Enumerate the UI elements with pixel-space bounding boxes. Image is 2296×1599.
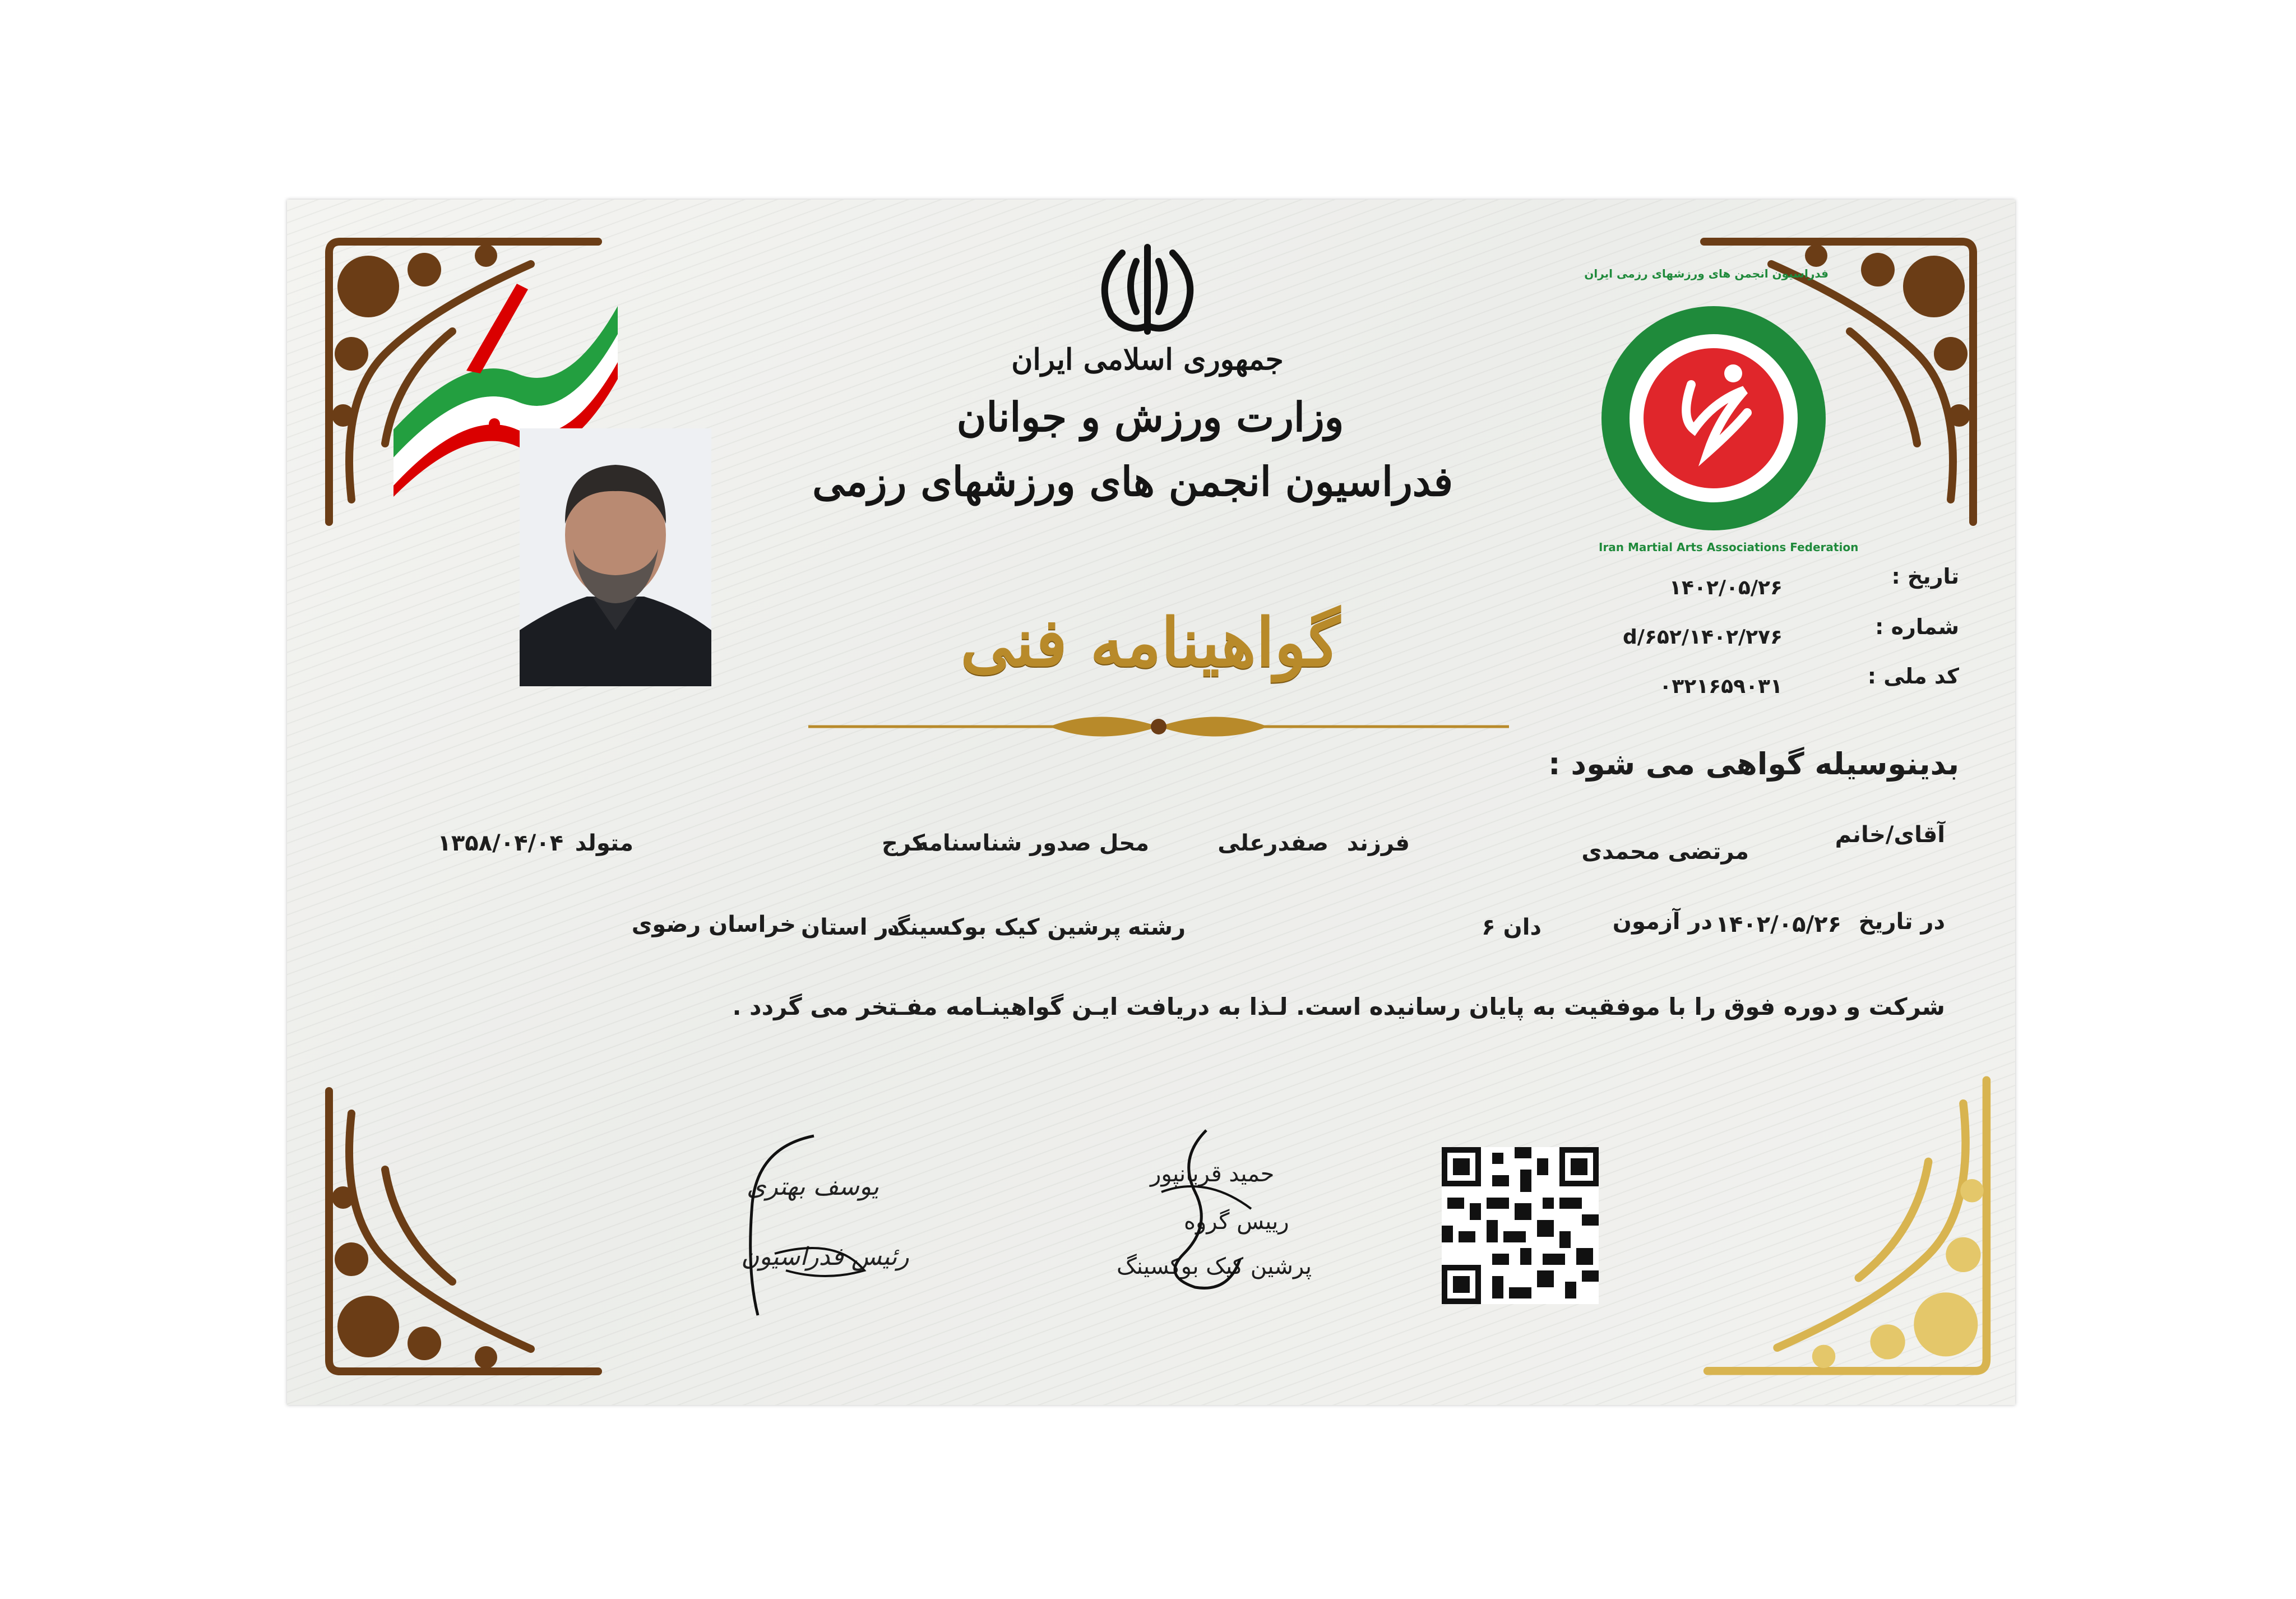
number-value: ۱۴۰۲/۲۷۶/d/۶۵۲ [1623,626,1783,649]
on-date-label: در تاریخ [1858,909,1945,935]
exam-label: در آزمون [1612,909,1712,935]
left-signatory-title: رئیس فدراسیون [741,1242,909,1271]
exam-date: ۱۴۰۲/۰۵/۲۶ [1715,912,1841,937]
certificate-title: گواهینامه فنی [960,603,1340,681]
portrait-photo [520,428,711,686]
mid-signature-scribble [1128,1125,1296,1304]
mid-signatory-title: رییس گروه [1184,1209,1289,1235]
mid-signatory-org: پرشین کیک بوکسینگ [1117,1254,1312,1279]
federation-title: فدراسیون انجمن های ورزشهای رزمی [812,457,1453,505]
iran-emblem-icon [1089,242,1206,337]
province-value: خراسان رضوی [631,912,796,937]
qr-code-icon [1442,1147,1599,1304]
born-value: ۱۳۵۸/۰۴/۰۴ [437,830,563,856]
national-id-value: ۰۳۲۱۶۵۹۰۳۱ [1659,675,1783,698]
child-of-label: فرزند [1346,830,1410,856]
left-signatory-name: یوسف بهتری [747,1172,879,1201]
country-title: جمهوری اسلامی ایران [1011,343,1284,377]
number-label: شماره : [1875,614,1959,639]
date-label: تاریخ : [1891,564,1959,589]
ornament-corner-icon [318,1080,609,1383]
ministry-title: وزارت ورزش و جوانان [956,393,1344,441]
father-name: صفدرعلی [1218,830,1328,856]
mid-signatory-name: حمید قربانپور [1150,1161,1275,1187]
logo-ring-text-fa: فدراسیون انجمن های ورزشهای رزمی ایران [1584,267,1829,280]
closing-line: شرکت و دوره فوق را با موفقیت به پایان رسانیده است. لـذا به دریافت ایـن گواهینـامه مفـتخر می گردد . [732,993,1945,1020]
province-label: در استان [800,914,900,940]
certificate [287,200,2015,1405]
field-label: رشته [1128,914,1186,940]
ornament-corner-icon [1690,1069,2004,1383]
date-value: ۱۴۰۲/۰۵/۲۶ [1669,576,1783,599]
title-divider-ornament [808,704,1509,749]
left-signature-scribble [724,1125,904,1327]
national-id-label: کد ملی : [1867,664,1959,688]
mr-label: آقای/خانم [1835,822,1945,848]
federation-logo-icon [1596,301,1831,536]
intro-line: بدینوسیله گواهی می شود : [1548,746,1959,782]
logo-ring-text-en: Iran Martial Arts Associations Federation [1599,540,1859,554]
dan-level: دان ۶ [1482,914,1542,940]
born-label: متولد [575,830,633,856]
field-value: پرشین کیک بوکسینگ [887,914,1121,940]
recipient-name: مرتضی محمدی [1581,839,1749,865]
birthplace-value: کرج [882,830,925,856]
birthplace-label: محل صدور شناسنامه [915,830,1149,856]
